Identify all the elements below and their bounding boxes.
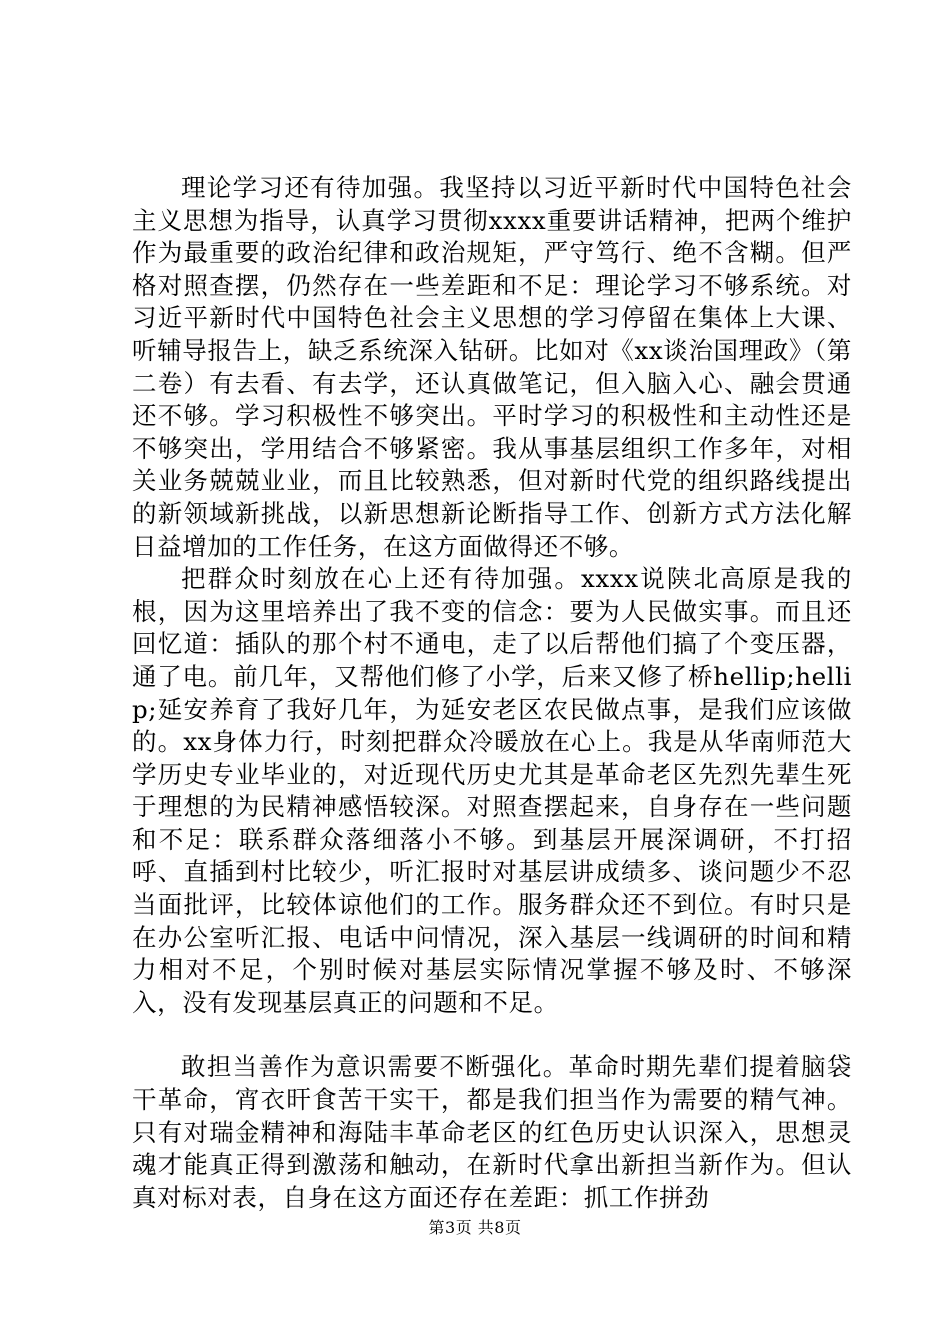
page-footer [0,1215,950,1238]
paragraph-masses: 把群众时刻放在心上还有待加强。xxxx说陕北高原是我的根，因为这里培养出了我不变的信念：要为人民做实事。而且还回忆道：插队的那个村不通电，走了以后帮他们搞了个变压器，通了电。前几年，又帮他们修了小学，后来又修了桥hellip;hellip;延安养育了我好几年，为延安老区农民做点事，是我们应该做的。xx身体力行，时刻把群众冷暖放在心上。我是从华南师范大学历史专业毕业的，对近现代历史尤其是革命老区先烈先辈生死于理想的为民精神感悟较深。对照查摆起来，自身存在一些问题和不足：联系群众落细落小不够。到基层开展深调研，不打招呼、直插到村比较少，听汇报时对基层讲成绩多、谈问题少不忍当面批评，比较体谅他们的工作。服务群众还不到位。有时只是在办公室听汇报、电话中问情况，深入基层一线调研的时间和精力相对不足，个别时候对基层实际情况掌握不够及时、不够深入，没有发现基层真正的问题和不足。 [132,564,852,1017]
paragraph-theory-study: 理论学习还有待加强。我坚持以习近平新时代中国特色社会主义思想为指导，认真学习贯彻xxxx重要讲话精神，把两个维护作为最重要的政治纪律和政治规矩，严守笃行、绝不含糊。但严格对照查摆，仍然存在一些差距和不足：理论学习不够系统。对习近平新时代中国特色社会主义思想的学习停留在集体上大课、听辅导报告上，缺乏系统深入钻研。比如对《xx谈治国理政》（第二卷）有去看、有去学，还认真做笔记，但入脑入心、融会贯通还不够。学习积极性不够突出。平时学习的积极性和主动性还是不够突出，学用结合不够紧密。我从事基层组织工作多年，对相关业务兢兢业业，而且比较熟悉，但对新时代党的组织路线提出的新领域新挑战，以新思想新论断指导工作、创新方式方法化解日益增加的工作任务，在这方面做得还不够。 [132,173,852,561]
document-body [132,172,852,1214]
paragraph-responsibility: 敢担当善作为意识需要不断强化。革命时期先辈们提着脑袋干革命，宵衣旰食苦干实干，都是我们担当作为需要的精气神。只有对瑞金精神和海陆丰革命老区的红色历史认识深入，思想灵魂才能真正得到激荡和触动，在新时代拿出新担当新作为。但认真对标对表，自身在这方面还存在差距：抓工作拼劲 [132,1052,852,1212]
page-indicator: 第3页 共8页 [428,1218,522,1237]
